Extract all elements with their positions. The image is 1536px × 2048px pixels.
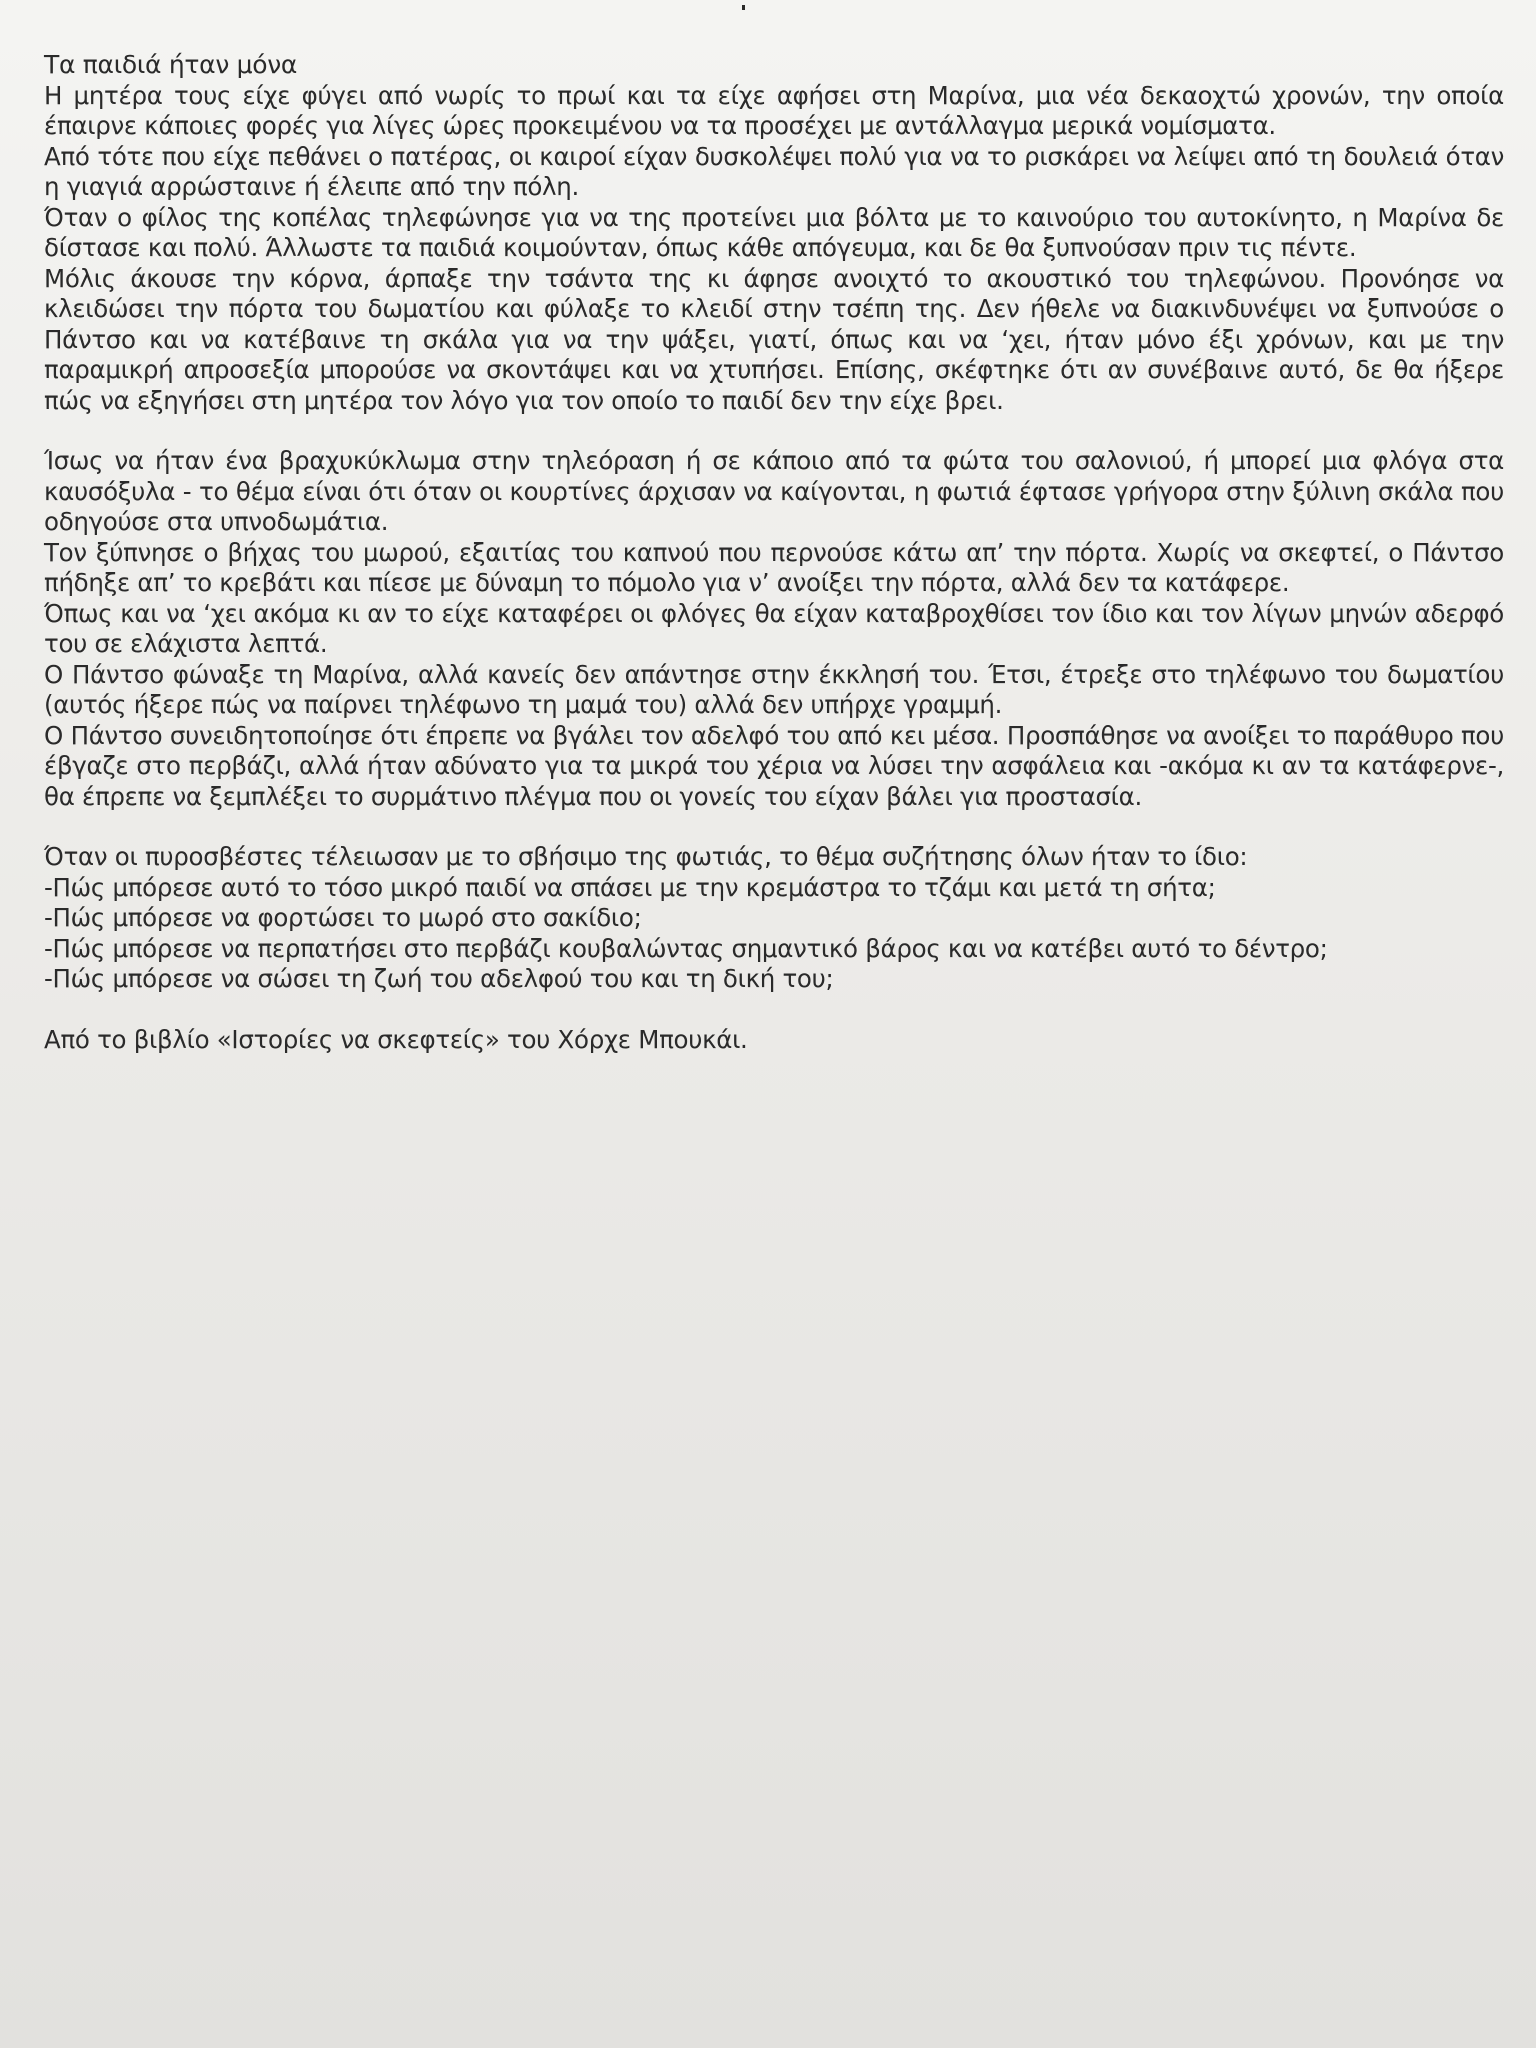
question-line: -Πώς μπόρεσε να φορτώσει το μωρό στο σακίδιο; <box>44 903 642 932</box>
cut-off-heading-fragment <box>742 0 776 10</box>
paragraph: Ίσως να ήταν ένα βραχυκύκλωμα στην τηλεόραση ή σε κάποιο από τα φώτα του σαλονιού, ή μπορεί μια φλόγα στα καυσόξυλα - το θέμα είναι ότι όταν οι κουρτίνες άρχισαν να καίγονται, η φωτιά έφτασε γρήγορα στην ξύλινη σκάλα που οδηγούσε στα υπνοδωμάτια. <box>44 446 1504 536</box>
question-line: -Πώς μπόρεσε να σώσει τη ζωή του αδελφού του και τη δική του; <box>44 964 834 993</box>
paragraph: Από τότε που είχε πεθάνει ο πατέρας, οι καιροί είχαν δυσκολέψει πολύ για να το ρισκάρει να λείψει από τη δουλειά όταν η γιαγιά αρρώσταινε ή έλειπε από την πόλη. <box>44 141 1504 201</box>
paragraph: Όταν ο φίλος της κοπέλας τηλεφώνησε για να της προτείνει μια βόλτα με το καινούριο του αυτοκίνητο, η Μαρίνα δε δίστασε και πολύ. Άλλωστε τα παιδιά κοιμούνταν, όπως κάθε απόγευμα, και δε θα ξυπνούσαν πριν τις πέντε. <box>44 202 1504 262</box>
section-gap <box>44 995 1504 1025</box>
paragraph: Όταν οι πυροσβέστες τέλειωσαν με το σβήσιμο της φωτιάς, το θέμα συζήτησης όλων ήταν το ίδιο: <box>44 842 1248 871</box>
story-title: Τα παιδιά ήταν μόνα <box>44 50 298 79</box>
paragraph: Μόλις άκουσε την κόρνα, άρπαξε την τσάντα της κι άφησε ανοιχτό το ακουστικό του τηλεφώνου. Προνόησε να κλειδώσει την πόρτα του δωματίου και φύλαξε το κλειδί στην τσέπη της. Δεν ήθελε να διακινδυνέψει να ξυπνούσε ο Πάντσο και να κατέβαινε τη σκάλα για να την ψάξει, γιατί, όπως και να ‘χει, ήταν μόνο έξι χρόνων, και με την παραμικρή απροσεξία μπορούσε να σκοντάψει και να χτυπήσει. Επίσης, σκέφτηκε ότι αν συνέβαινε αυτό, δε θα ήξερε πώς να εξηγήσει στη μητέρα τον λόγο για τον οποίο το παιδί δεν την είχε βρει. <box>44 263 1504 415</box>
question-line: -Πώς μπόρεσε να περπατήσει στο περβάζι κουβαλώντας σημαντικό βάρος και να κατέβει αυτό το δέντρο; <box>44 933 1328 963</box>
source-citation: Από το βιβλίο «Ιστορίες να σκεφτείς» του Χόρχε Μπουκάι. <box>44 1024 748 1054</box>
paragraph: Ο Πάντσο φώναξε τη Μαρίνα, αλλά κανείς δεν απάντησε στην έκκλησή του. Έτσι, έτρεξε στο τηλέφωνο του δωματίου (αυτός ήξερε πώς να παίρνει τηλέφωνο τη μαμά του) αλλά δεν υπήρχε γραμμή. <box>44 659 1504 719</box>
question-line: -Πώς μπόρεσε αυτό το τόσο μικρό παιδί να σπάσει με την κρεμάστρα το τζάμι και μετά τη σήτα; <box>44 872 1216 902</box>
paragraph: Η μητέρα τους είχε φύγει από νωρίς το πρωί και τα είχε αφήσει στη Μαρίνα, μια νέα δεκαοχτώ χρονών, την οποία έπαιρνε κάποιες φορές για λίγες ώρες προκειμένου να τα προσέχει με αντάλλαγμα μερικά νομίσματα. <box>44 80 1504 140</box>
paragraph: Τον ξύπνησε ο βήχας του μωρού, εξαιτίας του καπνού που περνούσε κάτω απ’ την πόρτα. Χωρίς να σκεφτεί, ο Πάντσο πήδηξε απ’ το κρεβάτι και πίεσε με δύναμη το πόμολο για ν’ ανοίξει την πόρτα, αλλά δεν τα κατάφερε. <box>44 537 1504 597</box>
paragraph: Όπως και να ‘χει ακόμα κι αν το είχε καταφέρει οι φλόγες θα είχαν καταβροχθίσει τον ίδιο και τον λίγων μηνών αδερφό του σε ελάχιστα λεπτά. <box>44 598 1504 658</box>
paragraph: Ο Πάντσο συνειδητοποίησε ότι έπρεπε να βγάλει τον αδελφό του από κει μέσα. Προσπάθησε να ανοίξει το παράθυρο που έβγαζε στο περβάζι, αλλά ήταν αδύνατο για τα μικρά του χέρια να λύσει την ασφάλεια και -ακόμα κι αν τα κατάφερνε-, θα έπρεπε να ξεμπλέξει το συρμάτινο πλέγμα που οι γονείς του είχαν βάλει για προστασία. <box>44 720 1504 811</box>
section-gap <box>44 416 1504 446</box>
section-gap <box>44 812 1504 842</box>
document-page <box>44 50 1504 1055</box>
